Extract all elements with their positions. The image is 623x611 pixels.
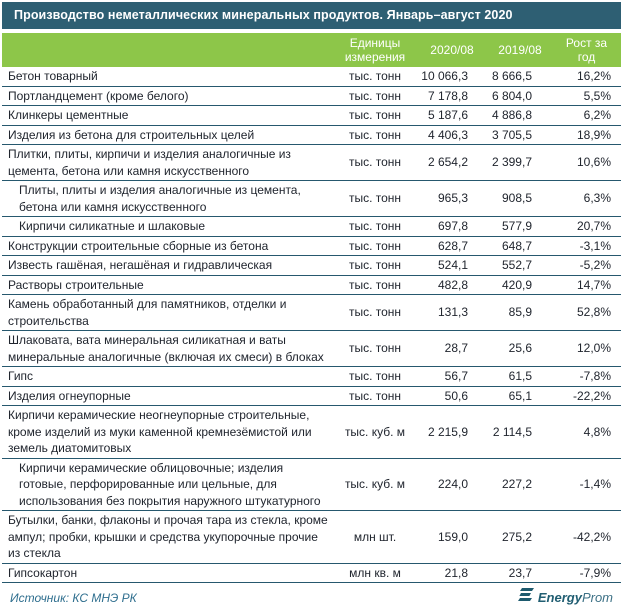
header-product (2, 33, 334, 67)
header-2020-08: 2020/08 (416, 33, 488, 67)
cell-unit: тыс. тонн (334, 256, 416, 276)
table-row (2, 367, 621, 387)
cell-name: Кирпичи керамические неогнеупорные строительные, кроме изделий из муки каменной кремнезёмистой или земель диатомитовых (2, 406, 334, 459)
cell-growth: 5,5% (552, 86, 621, 106)
cell-v2019: 6 804,0 (488, 86, 552, 106)
cell-growth: 16,2% (552, 67, 621, 86)
cell-name: Бутылки, банки, флаконы и прочая тара из стекла, кроме ампул; пробки, крышки и средства укупорочные прочие из стекла (2, 511, 334, 564)
table-row (2, 331, 621, 367)
cell-v2020: 21,8 (416, 563, 488, 583)
source-note: Источник: КС МНЭ РК (10, 590, 137, 605)
cell-v2020: 697,8 (416, 217, 488, 237)
cell-unit: тыс. тонн (334, 86, 416, 106)
table-row (2, 217, 621, 237)
table-row (2, 256, 621, 276)
cell-v2019: 227,2 (488, 458, 552, 511)
energyprom-logo (518, 588, 613, 607)
cell-growth: -22,2% (552, 386, 621, 406)
cell-name: Плиты, плиты и изделия аналогичные из цемента, бетона или камня искусственного (2, 181, 334, 217)
cell-unit: тыс. тонн (334, 125, 416, 145)
cell-unit: тыс. тонн (334, 386, 416, 406)
table-row (2, 295, 621, 331)
table-body (2, 67, 621, 583)
cell-v2020: 965,3 (416, 181, 488, 217)
cell-v2020: 56,7 (416, 367, 488, 387)
cell-unit: млн шт. (334, 511, 416, 564)
table-row (2, 386, 621, 406)
cell-growth: 10,6% (552, 145, 621, 181)
table-row (2, 458, 621, 511)
cell-unit: млн кв. м (334, 563, 416, 583)
cell-growth: 18,9% (552, 125, 621, 145)
table-row (2, 86, 621, 106)
table-row (2, 145, 621, 181)
cell-v2019: 908,5 (488, 181, 552, 217)
table-row (2, 181, 621, 217)
header-units: Единицы измерения (334, 33, 416, 67)
cell-growth: 52,8% (552, 295, 621, 331)
cell-v2019: 8 666,5 (488, 67, 552, 86)
cell-growth: -5,2% (552, 256, 621, 276)
cell-name: Клинкеры цементные (2, 106, 334, 126)
energyprom-bars-icon (518, 588, 535, 607)
cell-v2019: 577,9 (488, 217, 552, 237)
cell-unit: тыс. тонн (334, 217, 416, 237)
table-row (2, 67, 621, 86)
cell-v2020: 4 406,3 (416, 125, 488, 145)
cell-v2019: 648,7 (488, 236, 552, 256)
cell-name: Известь гашёная, негашёная и гидравлическая (2, 256, 334, 276)
cell-v2020: 224,0 (416, 458, 488, 511)
footer (2, 583, 621, 611)
table-row (2, 275, 621, 295)
cell-name: Гипсокартон (2, 563, 334, 583)
cell-unit: тыс. тонн (334, 367, 416, 387)
cell-v2020: 159,0 (416, 511, 488, 564)
cell-v2020: 28,7 (416, 331, 488, 367)
cell-unit: тыс. тонн (334, 295, 416, 331)
cell-unit: тыс. куб. м (334, 458, 416, 511)
header-growth: Рост за год (552, 33, 621, 67)
cell-v2020: 5 187,6 (416, 106, 488, 126)
cell-growth: 20,7% (552, 217, 621, 237)
cell-v2019: 25,6 (488, 331, 552, 367)
cell-name: Шлаковата, вата минеральная силикатная и ваты минеральные аналогичные (включая их смеси) в блоках (2, 331, 334, 367)
table-row (2, 106, 621, 126)
cell-v2020: 131,3 (416, 295, 488, 331)
cell-v2020: 50,6 (416, 386, 488, 406)
cell-v2019: 275,2 (488, 511, 552, 564)
cell-v2019: 85,9 (488, 295, 552, 331)
cell-name: Плитки, плиты, кирпичи и изделия аналогичные из цемента, бетона или камня искусственного (2, 145, 334, 181)
cell-name: Портландцемент (кроме белого) (2, 86, 334, 106)
cell-unit: тыс. куб. м (334, 406, 416, 459)
cell-v2020: 7 178,8 (416, 86, 488, 106)
cell-growth: -7,9% (552, 563, 621, 583)
cell-name: Конструкции строительные сборные из бетона (2, 236, 334, 256)
cell-name: Растворы строительные (2, 275, 334, 295)
cell-growth: -42,2% (552, 511, 621, 564)
cell-unit: тыс. тонн (334, 331, 416, 367)
cell-name: Гипс (2, 367, 334, 387)
cell-v2019: 552,7 (488, 256, 552, 276)
cell-unit: тыс. тонн (334, 236, 416, 256)
table-row (2, 511, 621, 564)
table-row (2, 406, 621, 459)
cell-v2019: 4 886,8 (488, 106, 552, 126)
cell-growth: 14,7% (552, 275, 621, 295)
cell-unit: тыс. тонн (334, 181, 416, 217)
logo-text-energy: Energy (537, 590, 582, 605)
logo-text (538, 590, 613, 605)
cell-v2019: 23,7 (488, 563, 552, 583)
cell-growth: -1,4% (552, 458, 621, 511)
cell-v2019: 65,1 (488, 386, 552, 406)
cell-growth: 6,2% (552, 106, 621, 126)
cell-v2019: 2 399,7 (488, 145, 552, 181)
cell-name: Бетон товарный (2, 67, 334, 86)
cell-v2020: 482,8 (416, 275, 488, 295)
cell-growth: -3,1% (552, 236, 621, 256)
cell-unit: тыс. тонн (334, 106, 416, 126)
page-title: Производство неметаллических минеральных продуктов. Январь–август 2020 (2, 2, 621, 29)
cell-v2020: 524,1 (416, 256, 488, 276)
cell-unit: тыс. тонн (334, 67, 416, 86)
cell-unit: тыс. тонн (334, 275, 416, 295)
cell-v2019: 2 114,5 (488, 406, 552, 459)
cell-growth: -7,8% (552, 367, 621, 387)
cell-name: Изделия огнеупорные (2, 386, 334, 406)
cell-growth: 4,8% (552, 406, 621, 459)
table-header-row (2, 33, 621, 67)
cell-unit: тыс. тонн (334, 145, 416, 181)
cell-v2019: 420,9 (488, 275, 552, 295)
cell-v2020: 10 066,3 (416, 67, 488, 86)
cell-name: Камень обработанный для памятников, отделки и строительства (2, 295, 334, 331)
production-table (2, 33, 621, 583)
cell-growth: 12,0% (552, 331, 621, 367)
table-row (2, 125, 621, 145)
cell-growth: 6,3% (552, 181, 621, 217)
cell-name: Кирпичи керамические облицовочные; изделия готовые, перфорированные или цельные, для использования без покрытия наружного штукатурного (2, 458, 334, 511)
cell-v2019: 3 705,5 (488, 125, 552, 145)
cell-name: Изделия из бетона для строительных целей (2, 125, 334, 145)
cell-v2020: 628,7 (416, 236, 488, 256)
cell-v2020: 2 215,9 (416, 406, 488, 459)
logo-text-prom: Prom (581, 590, 613, 605)
cell-v2019: 61,5 (488, 367, 552, 387)
table-row (2, 563, 621, 583)
cell-v2020: 2 654,2 (416, 145, 488, 181)
header-2019-08: 2019/08 (488, 33, 552, 67)
cell-name: Кирпичи силикатные и шлаковые (2, 217, 334, 237)
table-row (2, 236, 621, 256)
